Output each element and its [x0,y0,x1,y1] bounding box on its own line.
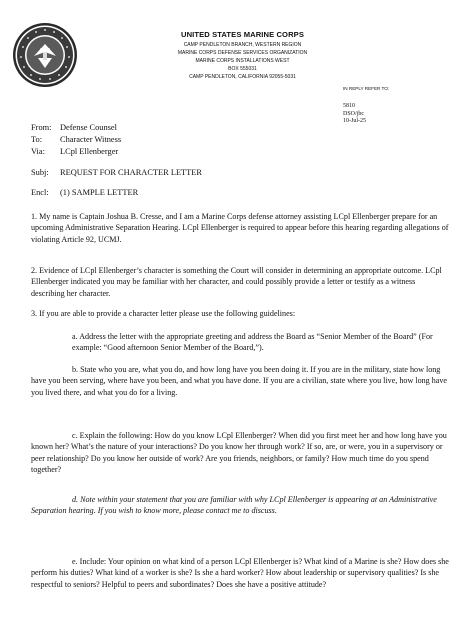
ssic: 5810 [343,103,355,109]
office-code: DSO/jbc [343,110,364,117]
letterhead-line: CAMP PENDLETON, CALIFORNIA 92055-5031 [189,74,296,81]
subparagraph-c: c. Explain the following: How do you know LCpl Ellenberger? When did you first meet her and how long have you known her? What’s the nature of your interactions? Do you know her through work? If so, are, or were, you in a supervisory or peer relationship? Do you know her outside of work? Are you friends, neighbors, or family? How much time do you spend together? [31,431,447,475]
via-value: LCpl Ellenberger [60,147,119,156]
enclosure-line [31,188,138,197]
paragraph-1: 1. My name is Captain Joshua B. Cresse, and I am a Marine Corps defense attorney assisting LCpl Ellenberger prepare for an upcoming Administrative Separation Hearing. LCpl Ellenberger is required to appear before this hearing regarding allegations of violating Article 92, UCMJ. [31,212,449,244]
subject-value: REQUEST FOR CHARACTER LETTER [60,168,202,177]
subject-line [31,168,202,177]
letterhead-line: MARINE CORPS DEFENSE SERVICES ORGANIZATION [177,50,308,57]
letterhead-line: MARINE CORPS INSTALLATIONS WEST [195,58,290,65]
from-value: Defense Counsel [60,123,117,132]
to-line [31,135,121,144]
subparagraph-d: d. Note within your statement that you are familiar with why LCpl Ellenberger is appearing at an Administrative Separation hearing. If you wish to know more, please contact me to discuss. [31,495,437,516]
subject-label: Subj: [31,168,49,177]
paragraph-2: 2. Evidence of LCpl Ellenberger’s character is something the Court will consider in determining an appropriate outcome. LCpl Ellenberger indicated you may be familiar with her character, and could possibly provide a letter or testify as a witness describing her character. [31,266,442,298]
subparagraph-e: e. Include: Your opinion on what kind of a person LCpl Ellenberger is? What kind of a Marine is she? How does she perform his duties? What kind of a worker is she? Is she a hard worker? How about leadership or supervisory qualities? Is she respectful to seniors? Helpful to peers and subordinates? Does she have a positive attitude? [31,557,449,589]
enclosure-label: Encl: [31,188,49,197]
from-line [31,123,117,132]
paragraph-3: 3. If you are able to provide a character letter please use the following guidelines: [31,309,296,318]
letterhead [150,30,335,81]
reply-label: IN REPLY REFER TO: [343,86,390,91]
reference-block [343,103,366,126]
from-label: From: [31,123,52,132]
letterhead-line: BOX 555031 [228,66,257,73]
letterhead-title: UNITED STATES MARINE CORPS [181,30,304,39]
letterhead-line: CAMP PENDLETON BRANCH, WESTERN REGION [183,42,302,48]
enclosure-value: (1) SAMPLE LETTER [60,188,139,197]
letter-date: 10-Jul-25 [343,118,366,124]
to-value: Character Witness [60,135,122,144]
via-line [31,147,118,156]
via-label: Via: [31,147,45,156]
subparagraph-a: a. Address the letter with the appropriate greeting and address the Board as “Senior Member of the Board” (For example: “Good afternoon Senior Member of the Board,”). [72,332,433,353]
to-label: To: [31,135,43,144]
department-of-defense-seal-icon [12,22,78,88]
subparagraph-b: b. State who you are, what you do, and how long have you been doing it. If you are in the military, state how long have you been serving, where have you been, and what you have done. If you are a civilian, state where you live, how long have you lived there, and what you do for a living. [31,365,448,397]
